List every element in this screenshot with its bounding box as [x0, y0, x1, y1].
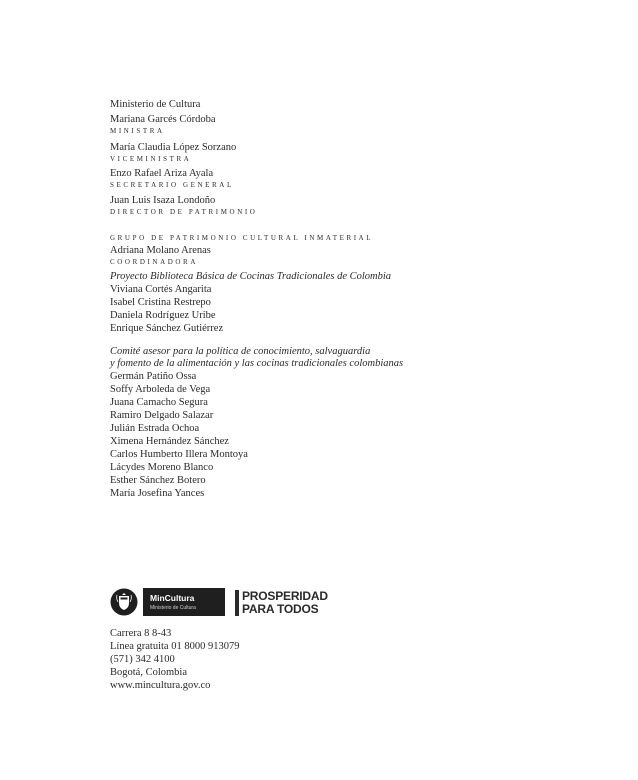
committee-member: Julián Estrada Ochoa — [110, 423, 200, 434]
prosperidad-para-todos-logo — [235, 590, 335, 616]
institution-name: Ministerio de Cultura — [110, 99, 201, 110]
mincultura-logo — [143, 588, 225, 616]
committee-member: Ramiro Delgado Salazar — [110, 410, 214, 421]
project-member: Enrique Sánchez Gutiérrez — [110, 323, 224, 334]
person-role: VICEMINISTRA — [110, 155, 192, 163]
colombia-coat-of-arms-logo — [110, 588, 138, 616]
committee-title-line1: Comité asesor para la política de conocimiento, salvaguardia — [110, 346, 371, 357]
project-member: Isabel Cristina Restrepo — [110, 297, 211, 308]
committee-member: Carlos Humberto Illera Montoya — [110, 449, 248, 460]
project-member: Daniela Rodríguez Uribe — [110, 310, 216, 321]
contact-phone-toll-free: Línea gratuita 01 8000 913079 — [110, 641, 240, 652]
person-name: Juan Luis Isaza Londoño — [110, 195, 216, 206]
contact-city: Bogotá, Colombia — [110, 667, 187, 678]
contact-address: Carrera 8 8-43 — [110, 628, 172, 639]
person-name: Mariana Garcés Córdoba — [110, 114, 216, 125]
committee-member: María Josefina Yances — [110, 488, 205, 499]
person-name: María Claudia López Sorzano — [110, 142, 237, 153]
mincultura-logo-subtitle: Ministerio de Cultura — [150, 605, 196, 611]
project-member: Viviana Cortés Angarita — [110, 284, 212, 295]
contact-website-link[interactable]: www.mincultura.gov.co — [110, 680, 211, 691]
committee-member: Ximena Hernández Sánchez — [110, 436, 229, 447]
person-role: DIRECTOR DE PATRIMONIO — [110, 208, 258, 216]
group-heading: GRUPO DE PATRIMONIO CULTURAL INMATERIAL — [110, 234, 374, 242]
committee-member: Germán Patiño Ossa — [110, 371, 197, 382]
project-title: Proyecto Biblioteca Básica de Cocinas Tradicionales de Colombia — [110, 271, 392, 282]
person-role: SECRETARIO GENERAL — [110, 181, 234, 189]
committee-member: Juana Camacho Segura — [110, 397, 208, 408]
committee-member: Soffy Arboleda de Vega — [110, 384, 211, 395]
committee-member: Lácydes Moreno Blanco — [110, 462, 214, 473]
prosperidad-logo-line2: PARA TODOS — [242, 602, 319, 616]
committee-title-line2: y fomento de la alimentación y las cocinas tradicionales colombianas — [110, 358, 404, 369]
person-name: Enzo Rafael Ariza Ayala — [110, 168, 214, 179]
committee-member: Esther Sánchez Botero — [110, 475, 206, 486]
prosperidad-logo-bar — [235, 590, 239, 616]
contact-phone: (571) 342 4100 — [110, 654, 175, 665]
person-role: MINISTRA — [110, 127, 165, 135]
coordinator-name: Adriana Molano Arenas — [110, 245, 211, 256]
coordinator-role: COORDINADORA — [110, 258, 198, 266]
prosperidad-logo-line1: PROSPERIDAD — [242, 589, 328, 603]
mincultura-logo-name: MinCultura — [150, 593, 195, 603]
